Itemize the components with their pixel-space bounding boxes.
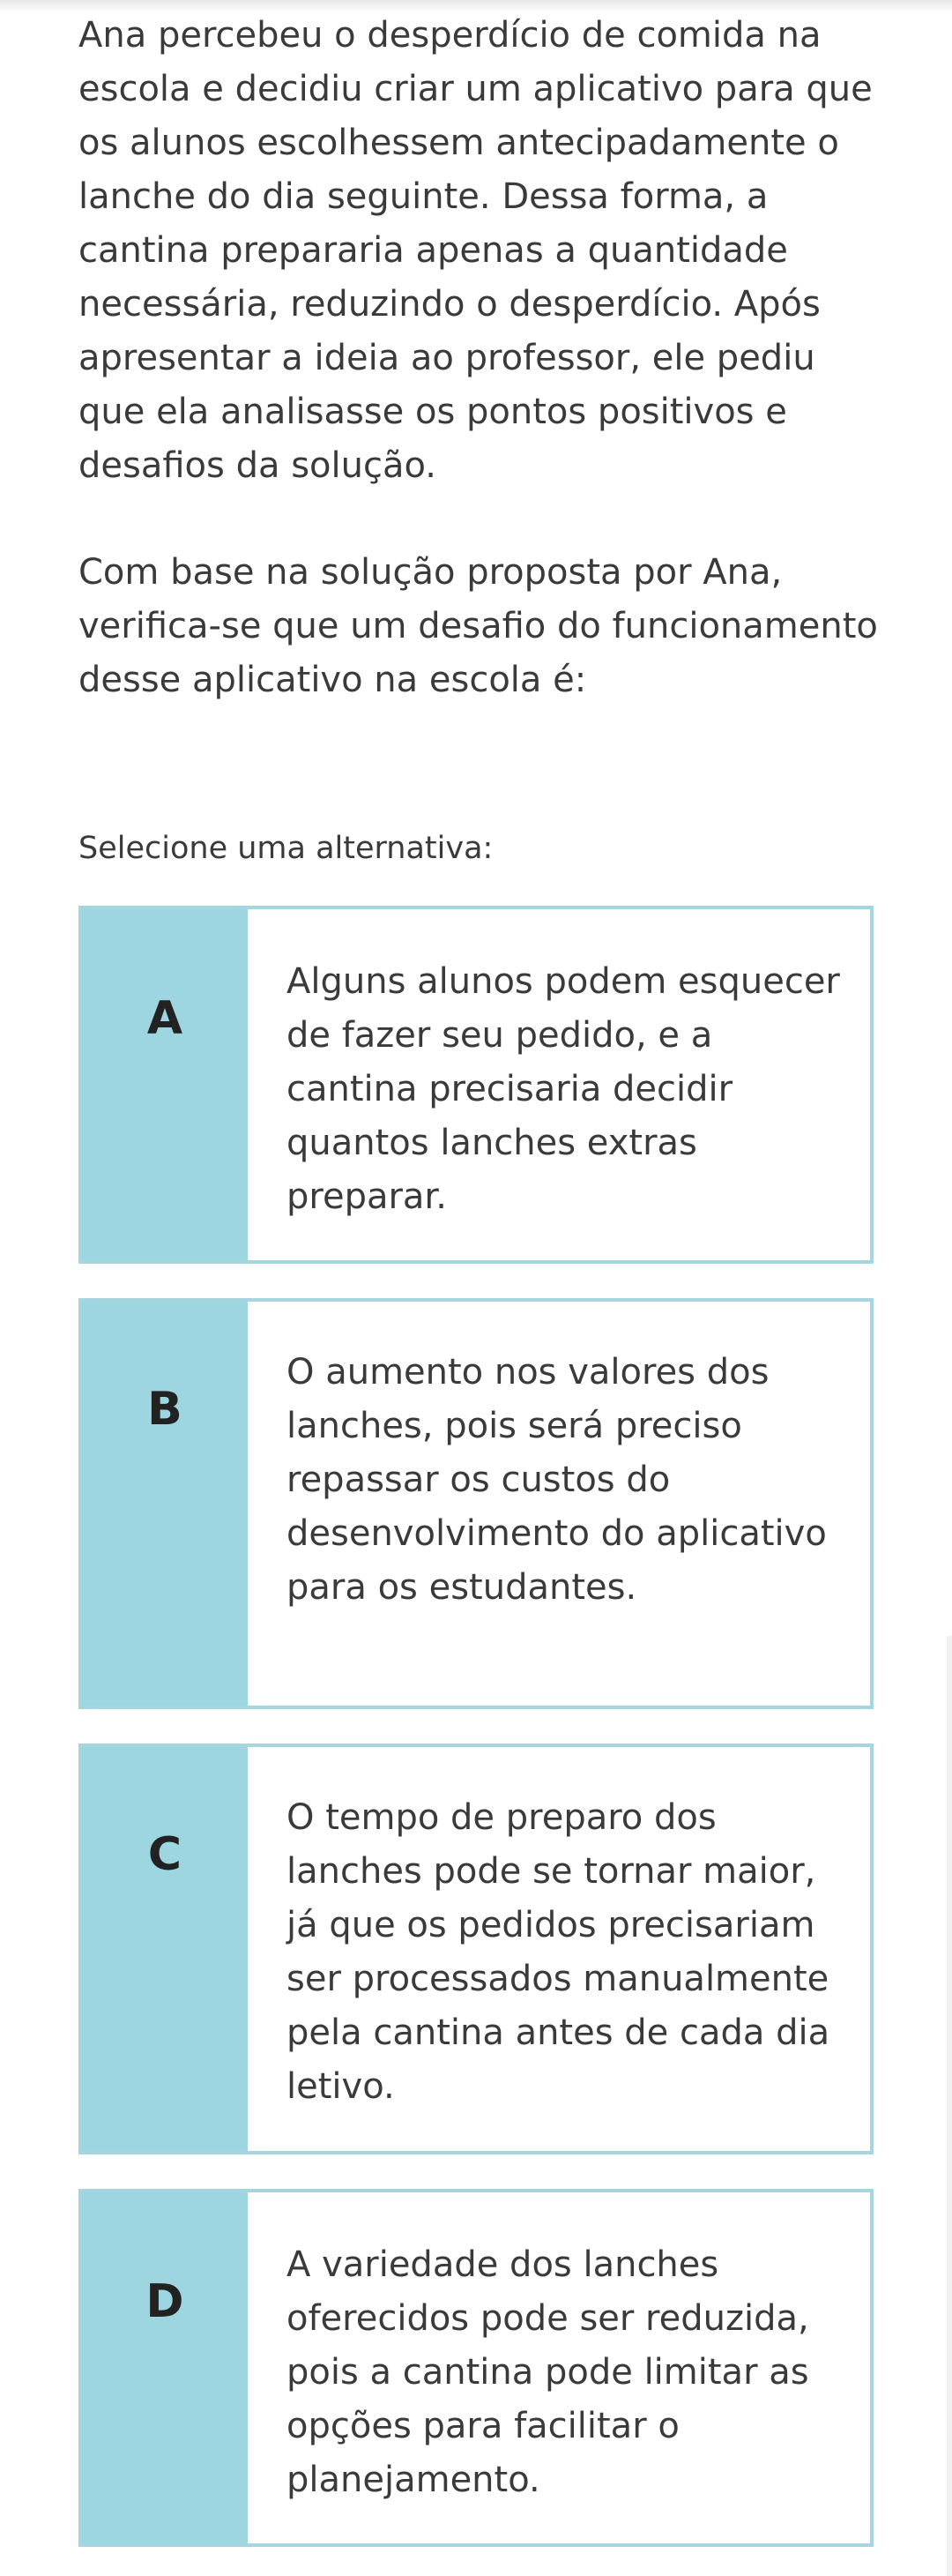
question-paragraph-1: Ana percebeu o desperdício de comida na escola e decidiu criar um aplicativo para que os alunos escolhessem antecipadamente o lanche do dia seguinte. Dessa forma, a cantina prepararia apenas a quantidade necessária, reduzindo o desperdício. Após apresentar a ideia ao professor, ele pediu que ela analisasse os pontos positivos e desafios da solução. — [78, 15, 884, 486]
option-a[interactable] — [78, 906, 874, 1264]
scrollbar-track[interactable] — [947, 1636, 952, 2576]
option-a-letter: A — [146, 992, 183, 1045]
option-d-letter: D — [145, 2275, 184, 2328]
option-c[interactable] — [78, 1743, 874, 2154]
option-c-text: O tempo de preparo dos lanches pode se tornar maior, já que os pedidos precisariam ser processados manualmente pela cantina antes de cada dia letivo. — [286, 1797, 830, 2107]
option-c-letter: C — [147, 1828, 182, 1881]
option-b-letter: B — [147, 1383, 182, 1436]
option-d-letter-box — [82, 2192, 248, 2543]
option-c-letter-box — [82, 1747, 248, 2151]
option-b-letter-box — [82, 1302, 248, 1706]
option-b[interactable] — [78, 1298, 874, 1709]
option-b-text: O aumento nos valores dos lanches, pois será preciso repassar os custos do desenvolvimento do aplicativo para os estudantes. — [286, 1352, 827, 1608]
question-paragraph-2: Com base na solução proposta por Ana, verifica-se que um desafio do funcionamento desse aplicativo na escola é: — [78, 552, 889, 700]
option-a-text: Alguns alunos podem esquecer de fazer seu pedido, e a cantina precisaria decidir quantos lanches extras preparar. — [286, 961, 840, 1217]
option-a-letter-box — [82, 909, 248, 1260]
option-d[interactable] — [78, 2189, 874, 2547]
select-instruction: Selecione uma alternativa: — [78, 831, 494, 866]
question-statement — [78, 9, 889, 707]
option-d-text: A variedade dos lanches oferecidos pode ser reduzida, pois a cantina pode limitar as opções para facilitar o planejamento. — [286, 2244, 809, 2500]
